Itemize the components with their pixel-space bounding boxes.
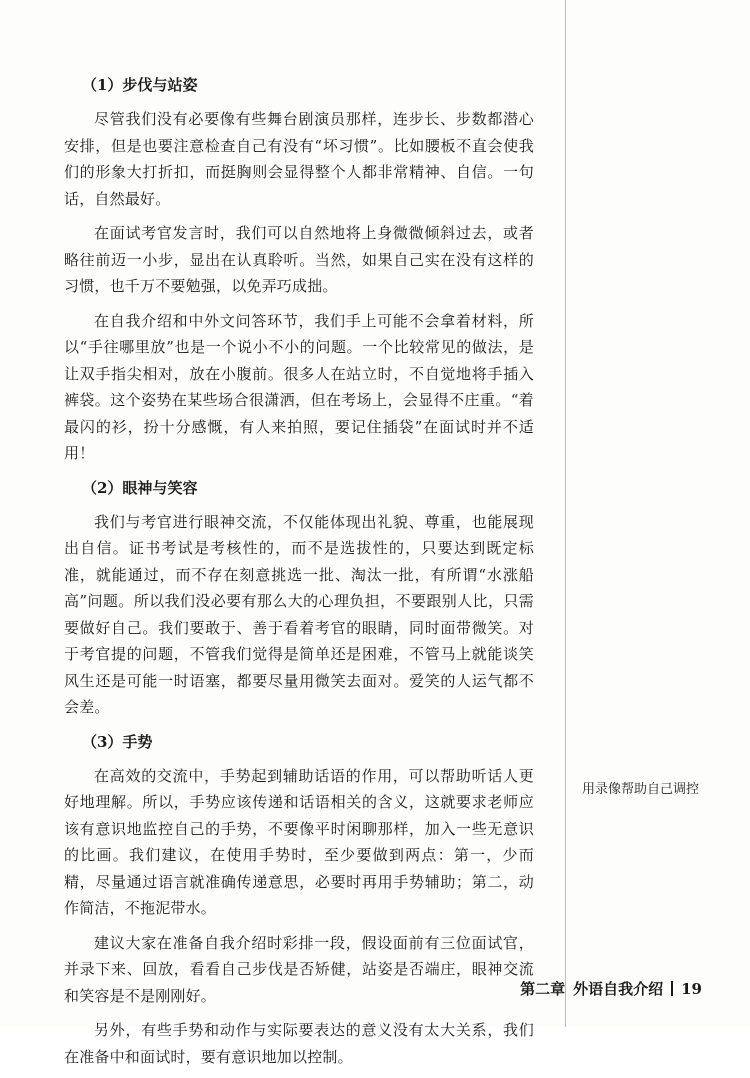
margin-divider bbox=[565, 0, 566, 1027]
main-text bbox=[64, 72, 534, 1078]
footer-chapter: 第二章 bbox=[520, 980, 566, 998]
page-footer bbox=[520, 978, 702, 999]
footer-separator bbox=[671, 981, 673, 996]
section-heading-1: （1）步伐与站姿 bbox=[82, 76, 198, 94]
paragraph: 尽管我们没有必要像有些舞台剧演员那样，连步长、步数都潜心安排，但是也要注意检查自己有没有“坏习惯”。比如腰板不直会使我们的形象大打折扣，而挺胸则会显得整个人都非常精神、自信。一句话，自然最好。 bbox=[64, 110, 534, 208]
paragraph: 另外，有些手势和动作与实际要表达的意义没有太大关系，我们在准备中和面试时，要有意识地加以控制。 bbox=[64, 1021, 534, 1066]
paragraph: 在自我介绍和中外文问答环节，我们手上可能不会拿着材料，所以“手往哪里放”也是一个说小不小的问题。一个比较常见的做法，是让双手指尖相对，放在小腹前。很多人在站立时，不自觉地将手插入裤袋。这个姿势在某些场合很潇洒，但在考场上，会显得不庄重。“着最闪的衫，扮十分感慨，有人来拍照，要记住插袋”在面试时并不适用！ bbox=[64, 311, 534, 462]
paragraph: 在高效的交流中，手势起到辅助话语的作用，可以帮助听话人更好地理解。所以，手势应该传递和话语相关的含义，这就要求老师应该有意识地监控自己的手势，不要像平时闲聊那样，加入一些无意识的比画。我们建议，在使用手势时，至少要做到两点：第一，少而精，尽量通过语言就准确传递意思，必要时再用手势辅助；第二，动作简洁，不拖泥带水。 bbox=[64, 766, 534, 917]
page-number: 19 bbox=[681, 979, 702, 998]
footer-title: 外语自我介绍 bbox=[573, 980, 664, 998]
paragraph: 我们与考官进行眼神交流，不仅能体现出礼貌、尊重，也能展现出自信。证书考试是考核性的，而不是选拔性的，只要达到既定标准，就能通过，而不存在刻意挑选一批、淘汰一批，有所谓“水涨船高”问题。所以我们没必要有那么大的心理负担，不要跟别人比，只需要做好自己。我们要敢于、善于看着考官的眼睛，同时面带微笑。对于考官提的问题，不管我们觉得是简单还是困难，不管马上就能谈笑风生还是可能一时语塞，都要尽量用微笑去面对。爱笑的人运气都不会差。 bbox=[64, 512, 534, 716]
section-heading-2: （2）眼神与笑容 bbox=[82, 478, 198, 497]
margin-note: 用录像帮助自己调控 bbox=[582, 782, 700, 797]
paragraph: 建议大家在准备自我介绍时彩排一段，假设面前有三位面试官，并录下来、回放，看看自己步伐是否矫健，站姿是否端庄，眼神交流和笑容是不是刚刚好。 bbox=[64, 933, 534, 1005]
section-heading-3: （3）手势 bbox=[82, 732, 153, 751]
paragraph: 在面试考官发言时，我们可以自然地将上身微微倾斜过去，或者略往前迈一小步，显出在认真聆听。当然，如果自己实在没有这样的习惯，也千万不要勉强，以免弄巧成拙。 bbox=[64, 224, 534, 295]
